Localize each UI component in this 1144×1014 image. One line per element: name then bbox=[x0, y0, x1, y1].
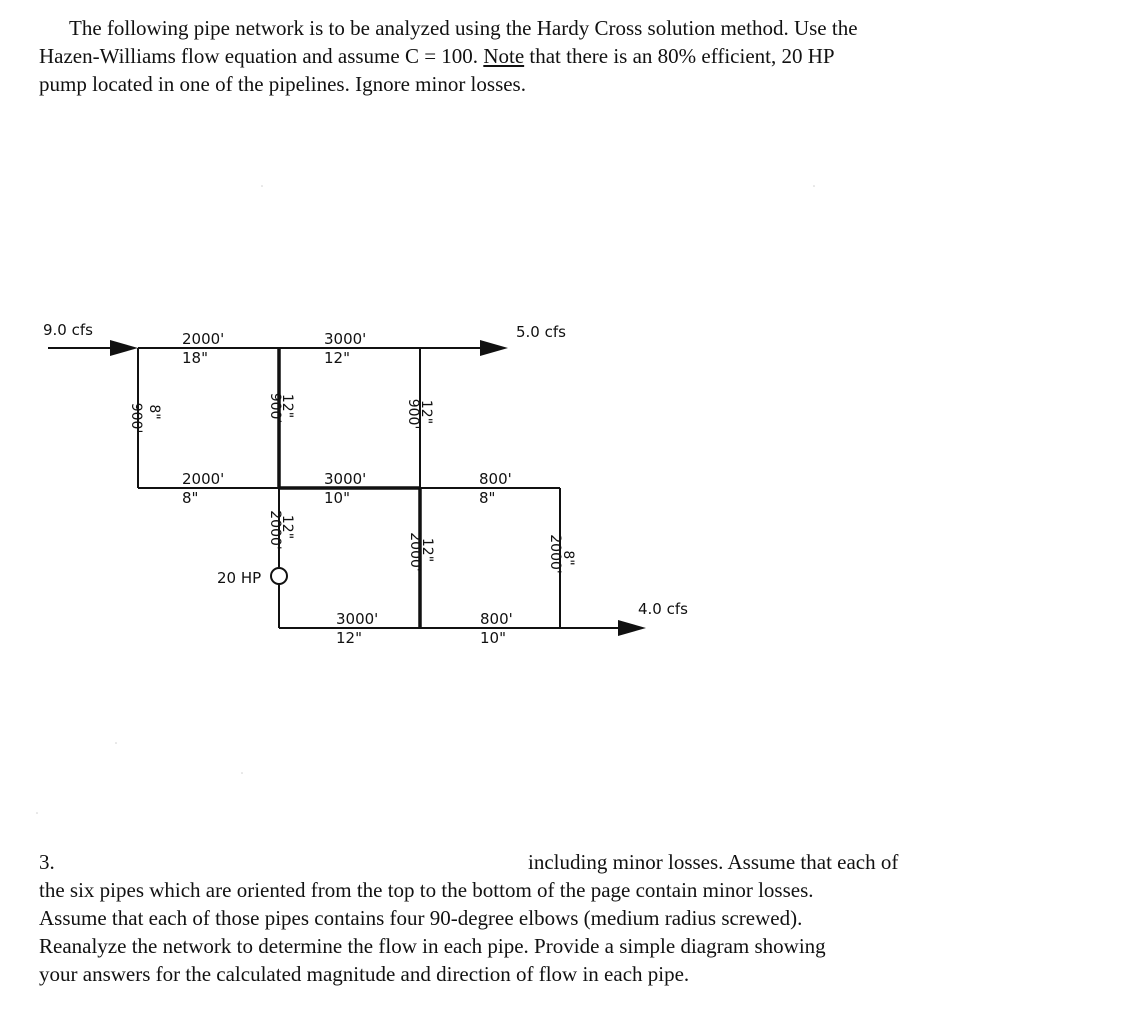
outflow-bottom-arrowhead bbox=[618, 620, 646, 636]
pipe-length-label: 900' bbox=[128, 402, 144, 434]
pipe-diameter-label: 10" bbox=[480, 629, 506, 647]
question-3-line-2: the six pipes which are oriented from the top to the bottom of the page contain minor losses. bbox=[39, 878, 814, 902]
pipe-length-label: 2000' bbox=[182, 330, 225, 348]
pipe-diameter-label: 10" bbox=[324, 489, 350, 507]
pipe-diameter-label: 8" bbox=[182, 489, 199, 507]
pipe-diameter-label: 12" bbox=[419, 537, 435, 563]
pump-label: 20 HP bbox=[217, 569, 262, 587]
question-3-line-5: your answers for the calculated magnitude and direction of flow in each pipe. bbox=[39, 962, 690, 986]
pipe-length-label: 3000' bbox=[336, 610, 379, 628]
pipe-length-label: 800' bbox=[480, 610, 513, 628]
pipe-length-label: 900' bbox=[267, 392, 283, 424]
pipe-diameter-label: 8" bbox=[146, 404, 162, 420]
question-3 bbox=[39, 848, 999, 988]
pump-icon bbox=[271, 568, 287, 584]
intro-line-3: pump located in one of the pipelines. Ignore minor losses. bbox=[39, 72, 526, 96]
intro-line-2a: Hazen-Williams flow equation and assume C = 100. bbox=[39, 44, 484, 68]
scan-speck bbox=[115, 742, 117, 744]
pipe-diameter-label: 12" bbox=[324, 349, 350, 367]
pipe-diameter-label: 8" bbox=[560, 550, 576, 566]
pipe-length-label: 2000' bbox=[267, 510, 283, 550]
scan-speck bbox=[241, 772, 243, 774]
intro-line-1: The following pipe network is to be analyzed using the Hardy Cross solution method. Use the bbox=[69, 16, 858, 40]
pipe-length-label: 800' bbox=[479, 470, 512, 488]
scan-speck bbox=[261, 185, 263, 187]
outflow-top-arrowhead bbox=[480, 340, 508, 356]
note-underlined: Note bbox=[483, 44, 525, 68]
outflow-bottom-label: 4.0 cfs bbox=[638, 600, 688, 618]
pipe-diameter-label: 12" bbox=[279, 514, 295, 540]
question-3-line-3: Assume that each of those pipes contains four 90-degree elbows (medium radius screwed). bbox=[39, 906, 803, 930]
pipe-diameter-label: 18" bbox=[182, 349, 208, 367]
scan-speck bbox=[36, 812, 38, 814]
scan-speck bbox=[813, 185, 815, 187]
pipe-length-label: 2000' bbox=[182, 470, 225, 488]
pipe-length-label: 900' bbox=[405, 398, 421, 430]
intro-line-2b: that there is an 80% efficient, 20 HP bbox=[524, 44, 835, 68]
pipe-diameter-label: 8" bbox=[479, 489, 496, 507]
question-number: 3. bbox=[39, 850, 55, 874]
pipe-diameter-label: 12" bbox=[418, 399, 434, 425]
pipe-length-label: 3000' bbox=[324, 330, 367, 348]
question-3-first-row bbox=[39, 848, 999, 876]
inflow-arrowhead bbox=[110, 340, 138, 356]
pipe-diameter-label: 12" bbox=[279, 393, 295, 419]
inflow-label: 9.0 cfs bbox=[43, 321, 93, 339]
outflow-top-label: 5.0 cfs bbox=[516, 323, 566, 341]
question-3-line-1: including minor losses. Assume that each of bbox=[528, 850, 899, 874]
pipe-length-label: 2000' bbox=[407, 532, 423, 572]
pipe-diameter-label: 12" bbox=[336, 629, 362, 647]
pipe-length-label: 3000' bbox=[324, 470, 367, 488]
question-3-line-4: Reanalyze the network to determine the flow in each pipe. Provide a simple diagram showing bbox=[39, 934, 826, 958]
pipe-length-label: 2000' bbox=[547, 534, 563, 574]
